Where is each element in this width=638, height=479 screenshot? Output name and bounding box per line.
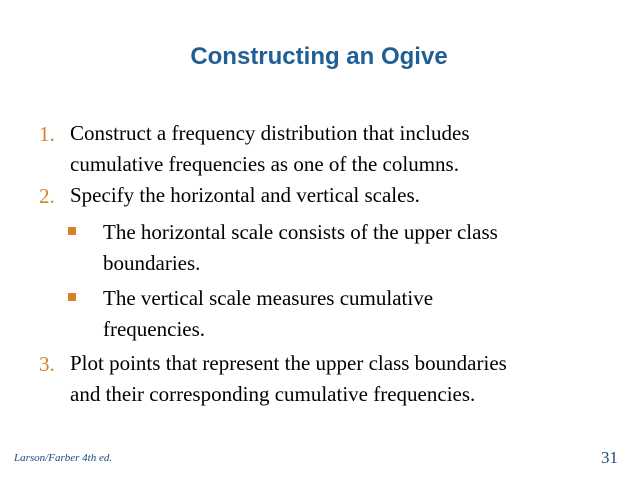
item-3-line-2: and their corresponding cumulative frequencies. xyxy=(70,382,476,406)
page-number: 31 xyxy=(601,448,618,467)
item-number-2: 2. xyxy=(39,184,55,208)
item-3-line-1: Plot points that represent the upper class boundaries xyxy=(70,351,507,375)
subitem-1-line-2: boundaries. xyxy=(103,251,201,275)
item-2-line-1: Specify the horizontal and vertical scales. xyxy=(70,183,420,207)
subitem-1-line-1: The horizontal scale consists of the upper class xyxy=(103,220,498,244)
item-number-3: 3. xyxy=(39,352,55,376)
square-bullet-icon xyxy=(68,293,76,301)
item-1-line-2: cumulative frequencies as one of the columns. xyxy=(70,152,459,176)
slide-title: Constructing an Ogive xyxy=(190,43,448,70)
footer-credit: Larson/Farber 4th ed. xyxy=(14,452,113,464)
item-1-line-1: Construct a frequency distribution that includes xyxy=(70,121,470,145)
item-number-1: 1. xyxy=(39,122,55,146)
square-bullet-icon xyxy=(68,227,76,235)
subitem-2-line-1: The vertical scale measures cumulative xyxy=(103,286,434,310)
subitem-2-line-2: frequencies. xyxy=(103,317,206,341)
